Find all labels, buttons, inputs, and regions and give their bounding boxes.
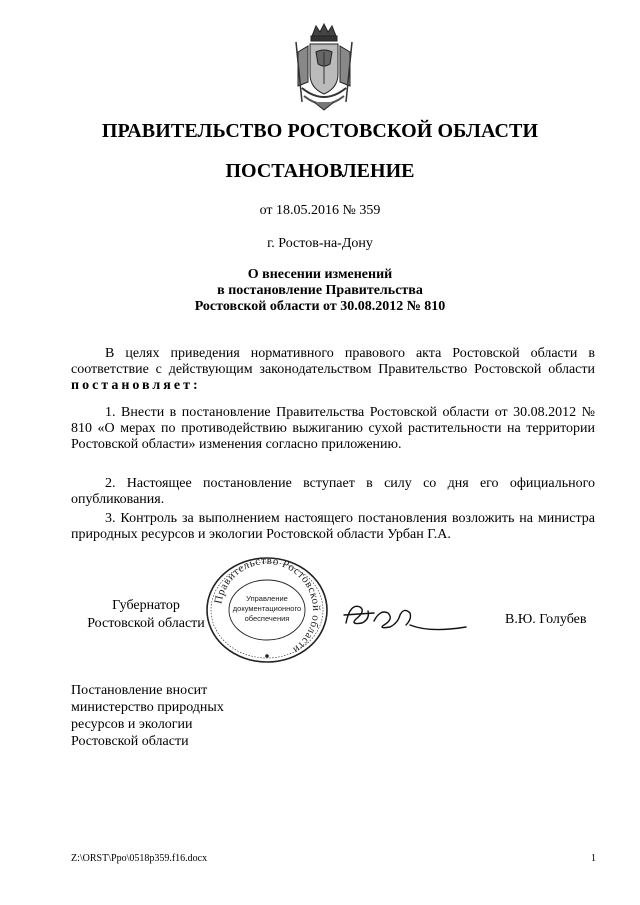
- subject-line: в постановление Правительства: [217, 283, 423, 298]
- subject-line: О внесении изменений: [247, 267, 393, 282]
- coat-of-arms-emblem: [288, 22, 360, 114]
- submitted-by-note: [71, 682, 261, 750]
- item-paragraph-1: 1. Внести в постановление Правительства Ростовской области от 30.08.2012 № 810 «О мерах по противодействию выжиганию сухой растительности на территории Ростовской области» изменения согласно приложению.: [71, 405, 595, 452]
- official-stamp: [204, 555, 330, 665]
- preamble-text: В целях приведения нормативного правового акта Ростовской области в соответствие с действующим законодательством Правительство Ростовской области: [71, 346, 595, 377]
- footer-page-number: 1: [591, 853, 596, 864]
- governor-position-line: Ростовской области: [87, 616, 205, 631]
- stamp-inner-line: обеспечения: [244, 614, 290, 623]
- document-type: ПОСТАНОВЛЕНИЕ: [225, 160, 415, 182]
- note-line: Постановление вносит: [71, 683, 208, 698]
- governor-title: [71, 597, 221, 633]
- organization-title: ПРАВИТЕЛЬСТВО РОСТОВСКОЙ ОБЛАСТИ: [101, 120, 539, 142]
- note-line: ресурсов и экологии: [71, 717, 193, 732]
- preamble-paragraph: [71, 346, 595, 394]
- document-date-number: от 18.05.2016 № 359: [259, 203, 381, 218]
- signer-name: В.Ю. Голубев: [505, 612, 587, 627]
- note-line: министерство природных: [71, 700, 224, 715]
- preamble-verb: постановляет:: [71, 378, 201, 393]
- stamp-inner-line: документационного: [232, 604, 302, 613]
- document-city: г. Ростов-на-Дону: [267, 236, 373, 251]
- governor-position-line: Губернатор: [112, 598, 180, 613]
- stamp-ring-text: Правительство Ростовской области: [212, 555, 323, 657]
- item-paragraph-2: 2. Настоящее постановление вступает в силу со дня его официального опубликования.: [71, 476, 595, 507]
- note-line: Ростовской области: [71, 734, 189, 749]
- footer-file-path: Z:\ORST\Ppo\0518p359.f16.docx: [71, 853, 208, 864]
- handwritten-signature: [340, 597, 470, 639]
- document-subject: [0, 267, 640, 315]
- stamp-inner-line: Управление: [246, 594, 288, 603]
- subject-line: Ростовской области от 30.08.2012 № 810: [194, 299, 446, 314]
- item-paragraph-3: 3. Контроль за выполнением настоящего постановления возложить на министра природных ресурсов и экологии Ростовской области Урбан Г.А.: [71, 511, 595, 542]
